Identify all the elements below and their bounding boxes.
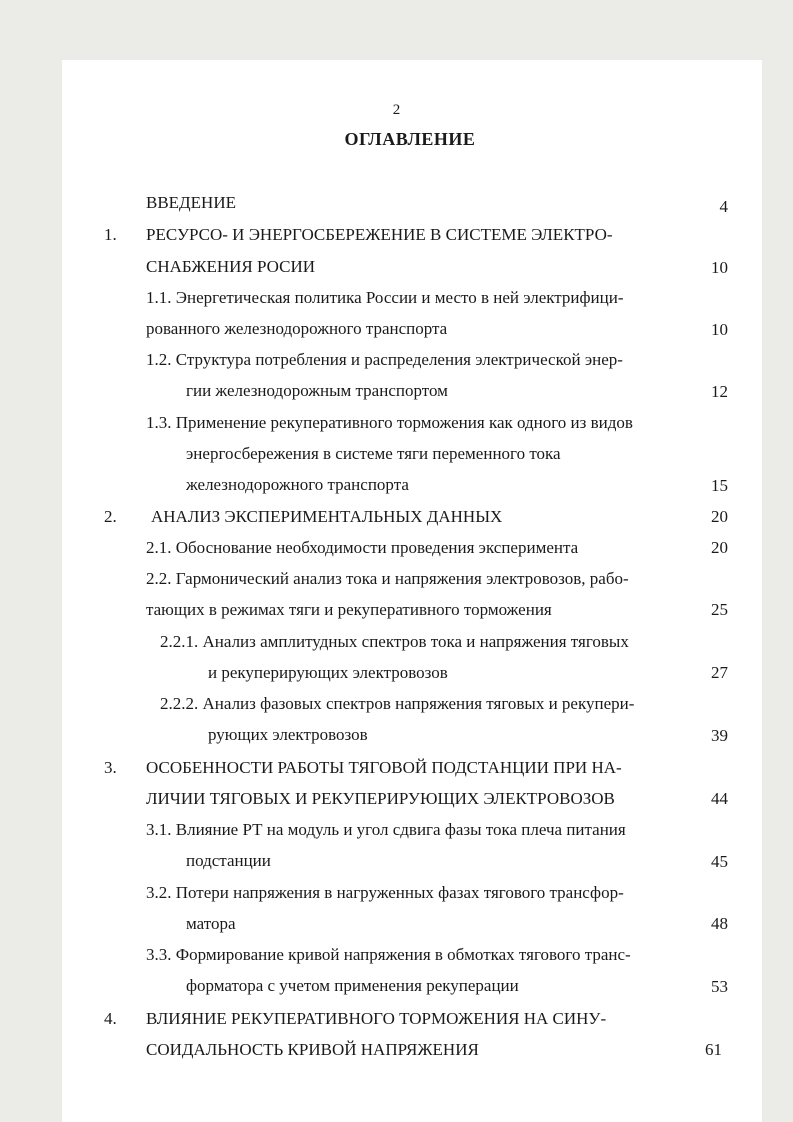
- toc-entry-2-1: 2.1. Обоснование необходимости проведения эксперимента: [146, 538, 579, 557]
- toc-page-number: 61: [705, 1040, 722, 1059]
- toc-entry-1-3-cont2: железнодорожного транспорта: [186, 475, 409, 494]
- toc-entry-3-1-cont: подстанции: [186, 851, 271, 870]
- toc-entry-3-2-cont: матора: [186, 914, 236, 933]
- toc-entry-1-3-cont: энергосбережения в системе тяги переменного тока: [186, 444, 561, 463]
- toc-entry-1-2: 1.2. Структура потребления и распределения электрической энер-: [146, 350, 623, 369]
- toc-entry-chapter-2: АНАЛИЗ ЭКСПЕРИМЕНТАЛЬНЫХ ДАННЫХ: [151, 507, 503, 526]
- toc-page-number: 39: [711, 726, 728, 745]
- toc-entry-3-1: 3.1. Влияние РТ на модуль и угол сдвига фазы тока плеча питания: [146, 820, 626, 839]
- toc-page-number: 20: [711, 507, 728, 526]
- toc-entry-2-2-1-cont: и рекуперирующих электровозов: [208, 663, 448, 682]
- toc-entry-introduction: ВВЕДЕНИЕ: [146, 193, 236, 212]
- toc-entry-chapter-3: ОСОБЕННОСТИ РАБОТЫ ТЯГОВОЙ ПОДСТАНЦИИ ПРИ НА-: [146, 758, 622, 777]
- toc-entry-1-1: 1.1. Энергетическая политика России и место в ней электрифици-: [146, 288, 624, 307]
- toc-entry-chapter-4: ВЛИЯНИЕ РЕКУПЕРАТИВНОГО ТОРМОЖЕНИЯ НА СИНУ-: [146, 1009, 607, 1028]
- toc-page-number: 10: [711, 258, 728, 277]
- toc-page-number: 44: [711, 789, 728, 808]
- chapter-number: 3.: [104, 758, 117, 777]
- toc-entry-2-2-1: 2.2.1. Анализ амплитудных спектров тока и напряжения тяговых: [160, 632, 629, 651]
- toc-entry-3-2: 3.2. Потери напряжения в нагруженных фазах тягового трансфор-: [146, 883, 624, 902]
- page-number: 2: [392, 102, 401, 118]
- toc-page-number: 15: [711, 476, 728, 495]
- toc-entry-2-2-cont: тающих в режимах тяги и рекуперативного торможения: [146, 600, 552, 619]
- toc-entry-1-3: 1.3. Применение рекуперативного торможения как одного из видов: [146, 413, 633, 432]
- toc-page-number: 4: [719, 197, 728, 216]
- toc-page-number: 20: [711, 538, 728, 557]
- toc-title: ОГЛАВЛЕНИЕ: [344, 129, 476, 149]
- toc-page-number: 27: [711, 663, 728, 682]
- toc-entry-1-2-cont: гии железнодорожным транспортом: [186, 381, 448, 400]
- toc-entry-3-3-cont: форматора с учетом применения рекуперации: [186, 976, 519, 995]
- toc-page-number: 25: [711, 600, 728, 619]
- toc-page-number: 12: [711, 382, 728, 401]
- toc-entry-chapter-1-cont: СНАБЖЕНИЯ РОСИИ: [146, 257, 316, 276]
- toc-page-number: 48: [711, 914, 728, 933]
- toc-entry-2-2: 2.2. Гармонический анализ тока и напряжения электровозов, рабо-: [146, 569, 629, 588]
- toc-page-number: 53: [711, 977, 728, 996]
- toc-entry-chapter-4-cont: СОИДАЛЬНОСТЬ КРИВОЙ НАПРЯЖЕНИЯ: [146, 1040, 479, 1059]
- toc-page-number: 45: [711, 852, 728, 871]
- toc-entry-2-2-2-cont: рующих электровозов: [208, 725, 368, 744]
- chapter-number: 4.: [104, 1009, 117, 1028]
- toc-page-number: 10: [711, 320, 728, 339]
- toc-entry-chapter-1: РЕСУРСО- И ЭНЕРГОСБЕРЕЖЕНИЕ В СИСТЕМЕ ЭЛЕКТРО-: [146, 225, 613, 244]
- chapter-number: 1.: [104, 225, 117, 244]
- toc-entry-3-3: 3.3. Формирование кривой напряжения в обмотках тягового транс-: [146, 945, 631, 964]
- chapter-number: 2.: [104, 507, 117, 526]
- toc-entry-chapter-3-cont: ЛИЧИИ ТЯГОВЫХ И РЕКУПЕРИРУЮЩИХ ЭЛЕКТРОВОЗОВ: [146, 789, 615, 808]
- toc-entry-2-2-2: 2.2.2. Анализ фазовых спектров напряжения тяговых и рекупери-: [160, 694, 635, 713]
- toc-entry-1-1-cont: рованного железнодорожного транспорта: [146, 319, 448, 338]
